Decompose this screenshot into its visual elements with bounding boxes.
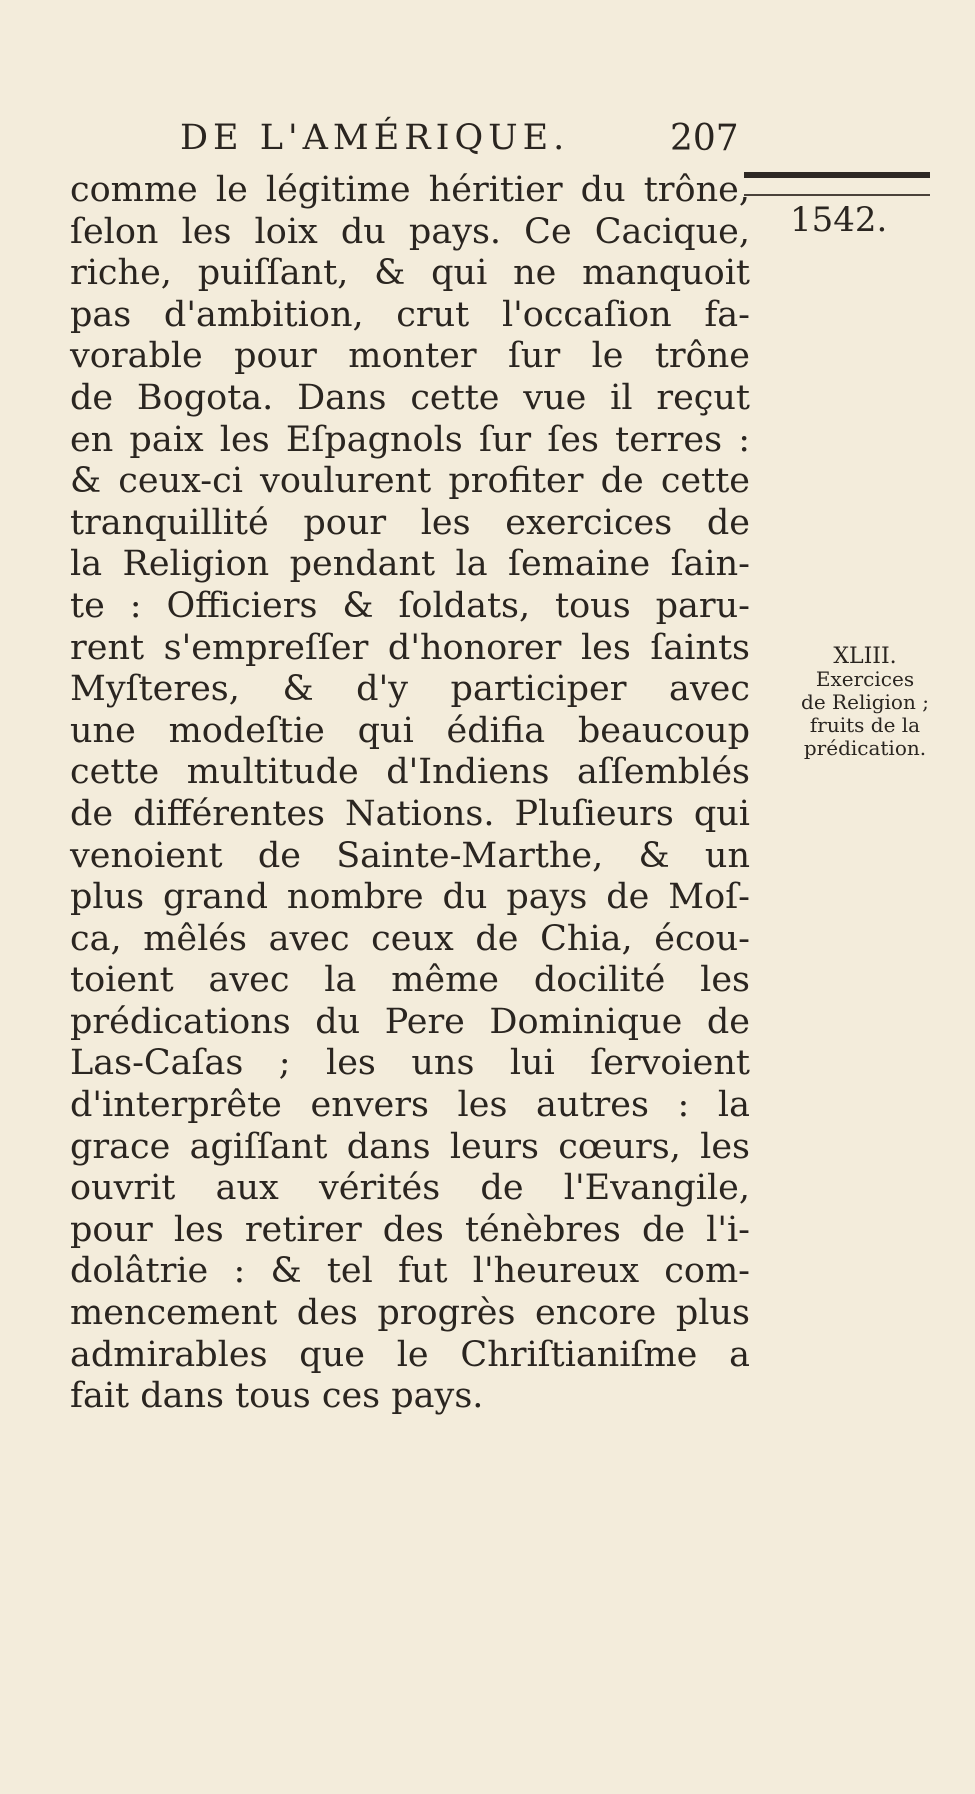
- margin-note-line: prédication.: [803, 736, 927, 760]
- text-line: venoient de Sainte-Marthe, & un: [70, 835, 750, 876]
- margin-note-number: XLIII.: [833, 644, 897, 669]
- text-line: de Bogota. Dans cette vue il reçut: [70, 377, 750, 418]
- margin-year: 1542.: [790, 200, 888, 240]
- margin-note-line: Exercices: [815, 667, 915, 691]
- text-line: prédications du Pere Dominique de: [70, 1001, 750, 1042]
- body-text: [70, 170, 750, 1418]
- text-line: fait dans tous ces pays.: [70, 1376, 484, 1417]
- text-line: ca, mêlés avec ceux de Chia, écou-: [70, 918, 750, 959]
- text-line: plus grand nombre du pays de Moſ-: [70, 877, 750, 918]
- text-line: Las-Caſas ; les uns lui ſervoient: [70, 1043, 750, 1084]
- text-line: & ceux-ci voulurent profiter de cette: [70, 461, 750, 502]
- text-line: admirables que le Chriſtianiſme a: [70, 1334, 750, 1375]
- text-line: vorable pour monter ſur le trône: [70, 336, 750, 377]
- text-line: mencement des progrès encore plus: [70, 1293, 750, 1334]
- text-line: pas d'ambition, crut l'occaſion fa-: [70, 294, 750, 335]
- text-line: riche, puiſſant, & qui ne manquoit: [70, 253, 750, 294]
- text-line: ouvrit aux vérités de l'Evangile,: [70, 1168, 750, 1209]
- margin-rule-thick: [744, 172, 930, 178]
- text-line: d'interprête envers les autres : la: [70, 1085, 750, 1126]
- text-line: pour les retirer des ténèbres de l'i-: [70, 1209, 750, 1250]
- text-line: Myſteres, & d'y participer avec: [70, 669, 750, 710]
- running-head: DE L'AMÉRIQUE.: [180, 118, 570, 158]
- text-line: la Religion pendant la ſemaine ſain-: [70, 544, 750, 585]
- margin-note-line: fruits de la: [809, 713, 921, 737]
- text-line: de différentes Nations. Pluſieurs qui: [70, 793, 750, 834]
- text-line: dolâtrie : & tel fut l'heureux com-: [70, 1251, 750, 1292]
- text-line: ſelon les loix du pays. Ce Cacique,: [70, 211, 750, 252]
- text-line: toient avec la même docilité les: [70, 960, 750, 1001]
- text-line: te : Officiers & ſoldats, tous paru-: [70, 585, 750, 626]
- text-line: grace agiſſant dans leurs cœurs, les: [70, 1126, 750, 1167]
- text-line: une modeſtie qui édifia beaucoup: [70, 710, 750, 751]
- page-number: 207: [670, 118, 739, 159]
- text-line: comme le légitime héritier du trône,: [70, 170, 750, 210]
- margin-rule-thin: [744, 194, 930, 196]
- text-line: rent s'empreſſer d'honorer les ſaints: [70, 627, 750, 668]
- text-line: cette multitude d'Indiens aſſemblés: [70, 752, 750, 793]
- margin-note-line: de Religion ;: [801, 690, 929, 714]
- text-line: en paix les Eſpagnols ſur ſes terres :: [70, 419, 750, 460]
- text-line: tranquillité pour les exercices de: [70, 502, 750, 543]
- margin-note: [755, 645, 975, 760]
